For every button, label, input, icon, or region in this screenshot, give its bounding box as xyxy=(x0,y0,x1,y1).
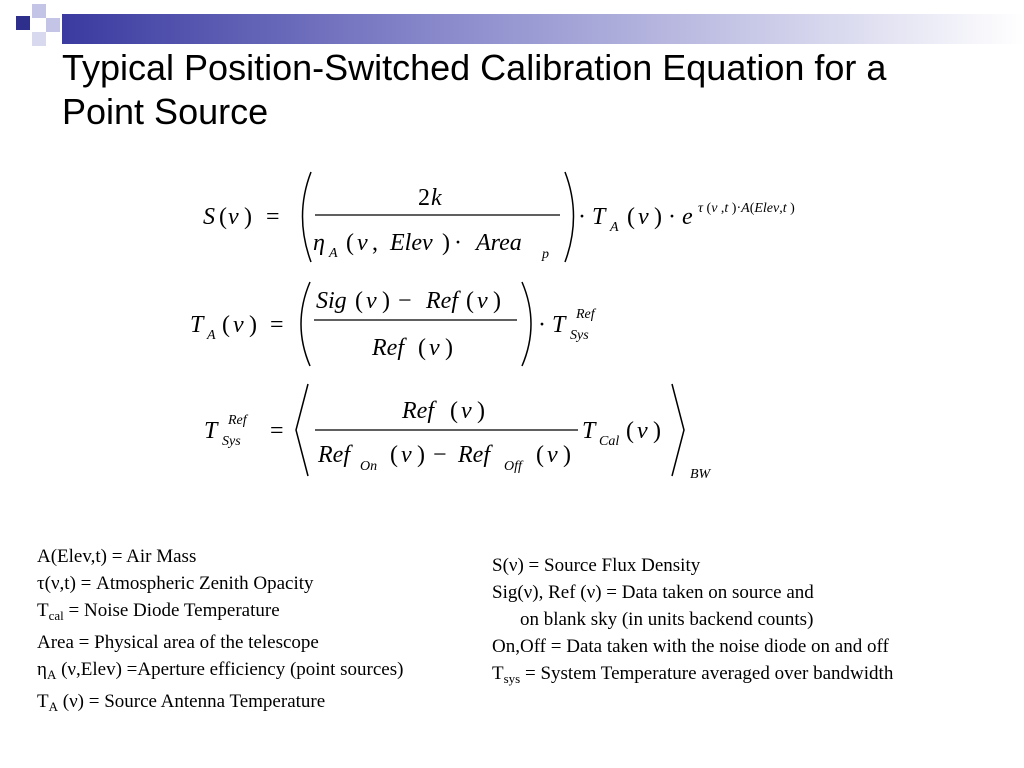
svg-text:·: · xyxy=(538,312,546,338)
legend-right-item: Sig(ν), Ref (ν) = Data taken on source and xyxy=(492,582,814,603)
svg-text:T: T xyxy=(190,312,204,338)
legend-right-item: $T_{sys}$ = System Temperature averaged over bandwidth xyxy=(492,663,894,686)
legend-left-item: $T_A$ (ν) = Source Antenna Temperature xyxy=(37,691,326,714)
legend-right xyxy=(492,552,893,692)
svg-text:BW: BW xyxy=(690,467,711,482)
svg-text:A: A xyxy=(207,328,216,343)
svg-text:−: − xyxy=(433,442,447,468)
svg-text:−: − xyxy=(398,288,412,314)
svg-text:): ) xyxy=(653,418,661,444)
svg-text:Ref: Ref xyxy=(426,288,458,314)
svg-text:=: = xyxy=(270,312,284,338)
svg-text:(: ( xyxy=(222,312,230,338)
svg-text:ν: ν xyxy=(429,335,440,361)
svg-text:Ref: Ref xyxy=(458,442,490,468)
svg-text:ν: ν xyxy=(477,288,488,314)
svg-text:Ref: Ref xyxy=(318,442,350,468)
svg-text:A: A xyxy=(329,246,338,261)
svg-text:η: η xyxy=(313,230,325,256)
svg-text:A: A xyxy=(610,220,619,235)
svg-text:·: · xyxy=(668,204,676,230)
svg-text:·: · xyxy=(578,204,586,230)
svg-text:τ (ν ,t )·A(Elev,t ): τ (ν ,t )·A(Elev,t ) xyxy=(698,201,795,216)
svg-text:=: = xyxy=(266,204,280,230)
svg-text:): ) xyxy=(442,230,450,256)
svg-text:ν: ν xyxy=(357,230,368,256)
svg-text:(: ( xyxy=(219,204,227,230)
legend-right-item: on blank sky (in units backend counts) xyxy=(520,609,814,630)
legend-left-item: A(Elev,t) = Air Mass xyxy=(37,546,197,567)
legend-left-item: Area = Physical area of the telescope xyxy=(37,632,319,653)
title-line-1: Typical Position-Switched Calibration Equation for a xyxy=(62,47,887,88)
svg-text:p: p xyxy=(542,247,549,262)
svg-text:Ref: Ref xyxy=(576,307,595,322)
svg-text:): ) xyxy=(249,312,257,338)
svg-text:2: 2 xyxy=(418,185,430,211)
legend-left xyxy=(37,543,403,720)
svg-text:Sig: Sig xyxy=(316,288,347,314)
svg-text:Sys: Sys xyxy=(570,328,589,343)
svg-text:Ref: Ref xyxy=(372,335,404,361)
legend-right-item: On,Off = Data taken with the noise diode on and off xyxy=(492,636,889,657)
svg-text:Ref: Ref xyxy=(402,398,434,424)
svg-text:ν: ν xyxy=(638,204,649,230)
svg-text:): ) xyxy=(445,335,453,361)
svg-text:Elev: Elev xyxy=(390,230,433,256)
svg-text:): ) xyxy=(417,442,425,468)
title-line-2: Point Source xyxy=(62,91,269,132)
svg-text:T: T xyxy=(204,418,218,444)
svg-text:(: ( xyxy=(390,442,398,468)
legend-left-item: $T_{cal}$ = Noise Diode Temperature xyxy=(37,600,280,623)
svg-text:): ) xyxy=(493,288,501,314)
svg-text:S: S xyxy=(203,204,215,230)
svg-text:(: ( xyxy=(355,288,363,314)
svg-text:ν: ν xyxy=(637,418,648,444)
svg-text:Off: Off xyxy=(504,459,522,474)
svg-text:,: , xyxy=(372,230,378,256)
equation-system-temperature xyxy=(204,384,712,482)
svg-text:ν: ν xyxy=(366,288,377,314)
svg-text:ν: ν xyxy=(228,204,239,230)
svg-text:=: = xyxy=(270,418,284,444)
svg-text:(: ( xyxy=(466,288,474,314)
svg-text:(: ( xyxy=(450,398,458,424)
svg-text:Ref: Ref xyxy=(228,413,247,428)
svg-text:Cal: Cal xyxy=(599,434,620,449)
svg-text:(: ( xyxy=(627,204,635,230)
svg-text:): ) xyxy=(477,398,485,424)
legend-left-item: $\eta_A$ (ν,Elev) =Aperture efficiency (point sources) xyxy=(37,659,404,682)
svg-text:(: ( xyxy=(418,335,426,361)
svg-text:T: T xyxy=(552,312,566,338)
svg-text:On: On xyxy=(360,459,378,474)
svg-text:(: ( xyxy=(346,230,354,256)
legend-left-item: τ(ν,t) = Atmospheric Zenith Opacity xyxy=(37,573,314,594)
svg-text:k: k xyxy=(431,185,442,211)
svg-text:): ) xyxy=(244,204,252,230)
svg-text:·: · xyxy=(454,230,462,256)
svg-text:): ) xyxy=(654,204,662,230)
svg-text:ν: ν xyxy=(461,398,472,424)
svg-text:Area: Area xyxy=(476,230,522,256)
svg-text:): ) xyxy=(382,288,390,314)
svg-text:): ) xyxy=(563,442,571,468)
svg-text:ν: ν xyxy=(547,442,558,468)
svg-text:ν: ν xyxy=(401,442,412,468)
svg-text:e: e xyxy=(682,204,693,230)
svg-text:T: T xyxy=(582,418,596,444)
svg-text:Sys: Sys xyxy=(222,434,241,449)
svg-text:(: ( xyxy=(536,442,544,468)
svg-text:T: T xyxy=(592,204,606,230)
legend-right-item: S(ν) = Source Flux Density xyxy=(492,555,701,576)
equation-flux-density xyxy=(203,172,795,262)
svg-text:ν: ν xyxy=(233,312,244,338)
equation-antenna-temperature xyxy=(190,282,597,366)
svg-text:(: ( xyxy=(626,418,634,444)
